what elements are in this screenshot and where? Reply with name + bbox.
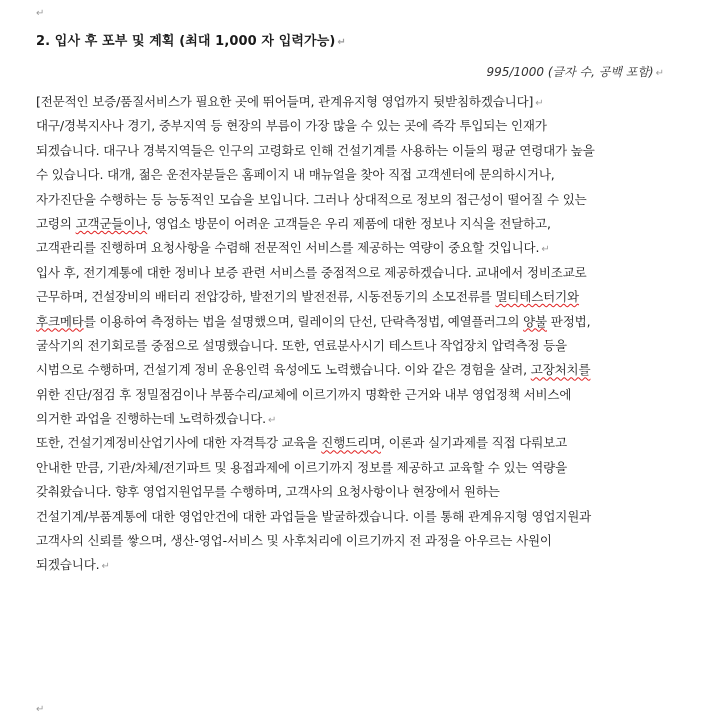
text-line xyxy=(36,553,676,577)
paragraph-mark-icon: ↵ xyxy=(541,244,550,256)
spellcheck-flagged-word: 양불 xyxy=(523,313,547,329)
text-line xyxy=(36,310,676,334)
text-segment: 또한, 건설기계정비산업기사에 대한 자격특강 교육을 xyxy=(36,435,322,451)
text-line xyxy=(36,114,676,138)
text-line xyxy=(36,505,676,529)
text-segment: 갖춰왔습니다. 향후 영업지원업무를 수행하며, 고객사의 요청사항이나 현장에서 원하는 xyxy=(36,484,500,500)
text-line xyxy=(36,480,676,504)
text-line xyxy=(36,261,676,285)
text-segment: 되겠습니다. xyxy=(36,557,100,573)
heading-text: 2. 입사 후 포부 및 계획 (최대 1,000 자 입력가능) xyxy=(36,34,336,49)
text-segment: 되겠습니다. 대구나 경북지역들은 인구의 고령화로 인해 건설기계를 사용하는 이들의 평균 연령대가 높을 xyxy=(36,142,595,158)
text-segment: 대구/경북지사나 경기, 중부지역 등 현장의 부름이 가장 많을 수 있는 곳에 즉각 투입되는 인재가 xyxy=(36,118,547,134)
spellcheck-flagged-word: 고객군들이나 xyxy=(75,215,148,231)
text-line xyxy=(36,456,676,480)
text-segment: , 이론과 실기과제를 직접 다뤄보고 xyxy=(380,435,568,451)
text-line xyxy=(36,431,676,455)
text-line xyxy=(36,163,676,187)
text-line xyxy=(36,334,676,358)
text-segment: 자가진단을 수행하는 등 능동적인 모습을 보입니다. 그러나 상대적으로 정보의 접근성이 떨어질 수 있는 xyxy=(36,191,587,207)
text-segment: 수 있습니다. 대개, 젊은 운전자분들은 홈페이지 내 매뉴얼을 찾아 직접 고객센터에 문의하시거나, xyxy=(36,167,555,183)
text-line xyxy=(36,407,676,431)
paragraph-mark-icon: ↵ xyxy=(101,561,110,573)
paragraph-mark-icon: ↵ xyxy=(535,98,544,109)
text-segment: 입사 후, 전기계통에 대한 정비나 보증 관련 서비스를 중점적으로 제공하겠습니다. 교내에서 정비조교로 xyxy=(36,264,587,280)
text-segment: 판정법, xyxy=(546,313,591,329)
spellcheck-flagged-word: 진행드리며 xyxy=(321,435,381,451)
paragraph-mark-icon: ↵ xyxy=(36,8,45,19)
spellcheck-flagged-word: 멀티테스터기와 xyxy=(495,289,579,305)
text-segment: [전문적인 보증/품질서비스가 필요한 곳에 뛰어들며, 관계유지형 영업까지 뒷받침하겠습니다] xyxy=(36,94,534,109)
text-segment: 위한 진단/점검 후 정밀점검이나 부품수리/교체에 이르기까지 명확한 근거와 내부 영업정책 서비스에 xyxy=(36,386,572,402)
text-line xyxy=(36,383,676,407)
text-segment: 고령의 xyxy=(36,215,76,231)
text-line xyxy=(36,212,676,236)
text-segment: 건설기계/부품계통에 대한 영업안건에 대한 과업들을 발굴하겠습니다. 이를 통해 관계유지형 영업지원과 xyxy=(36,508,592,524)
text-segment: 의거한 과업을 진행하는데 노력하겠습니다. xyxy=(36,411,266,427)
text-segment: 근무하며, 건설장비의 배터리 전압강하, 발전기의 발전전류, 시동전동기의 소모전류를 xyxy=(36,289,496,305)
paragraph-mark-icon: ↵ xyxy=(337,37,346,48)
paragraph-mark-icon: ↵ xyxy=(36,704,45,715)
text-line xyxy=(36,358,676,382)
text-segment: 굴삭기의 전기회로를 중점으로 설명했습니다. 또한, 연료분사시기 테스트나 작업장치 압력측정 등을 xyxy=(36,337,567,353)
text-line xyxy=(36,90,676,114)
text-segment: 를 이용하여 측정하는 법을 설명했으며, 릴레이의 단선, 단락측정법, 예열플러그의 xyxy=(83,313,524,329)
text-segment: , 영업소 방문이 어려운 고객들은 우리 제품에 대한 정보나 지식을 전달하고, xyxy=(147,215,551,231)
text-segment: 시범으로 수행하며, 건설기계 정비 운용인력 육성에도 노력했습니다. 이와 같은 경험을 살려, xyxy=(36,362,531,378)
paragraph-mark-icon: ↵ xyxy=(655,68,664,79)
text-segment: 고객관리를 진행하며 요청사항을 수렴해 전문적인 서비스를 제공하는 역량이 중요할 것입니다. xyxy=(36,240,540,256)
text-segment: 고객사의 신뢰를 쌓으며, 생산-영업-서비스 및 사후처리에 이르기까지 전 과정을 아우르는 사원이 xyxy=(36,533,552,549)
text-segment: 안내한 만큼, 기관/차체/전기파트 및 용접과제에 이르기까지 정보를 제공하고 교육할 수 있는 역량을 xyxy=(36,459,568,475)
text-line xyxy=(36,139,676,163)
spellcheck-flagged-word: 고장처치를 xyxy=(530,362,591,378)
character-count-text: 995/1000 (글자 수, 공백 포함) xyxy=(486,65,654,79)
text-line xyxy=(36,188,676,212)
body-text xyxy=(36,90,676,578)
paragraph-mark-icon: ↵ xyxy=(267,415,277,427)
section-heading xyxy=(36,30,346,49)
text-line xyxy=(36,529,676,553)
text-line xyxy=(36,285,676,309)
spellcheck-flagged-word: 후크메타 xyxy=(36,313,84,329)
text-line xyxy=(36,236,676,260)
character-count xyxy=(487,63,664,80)
